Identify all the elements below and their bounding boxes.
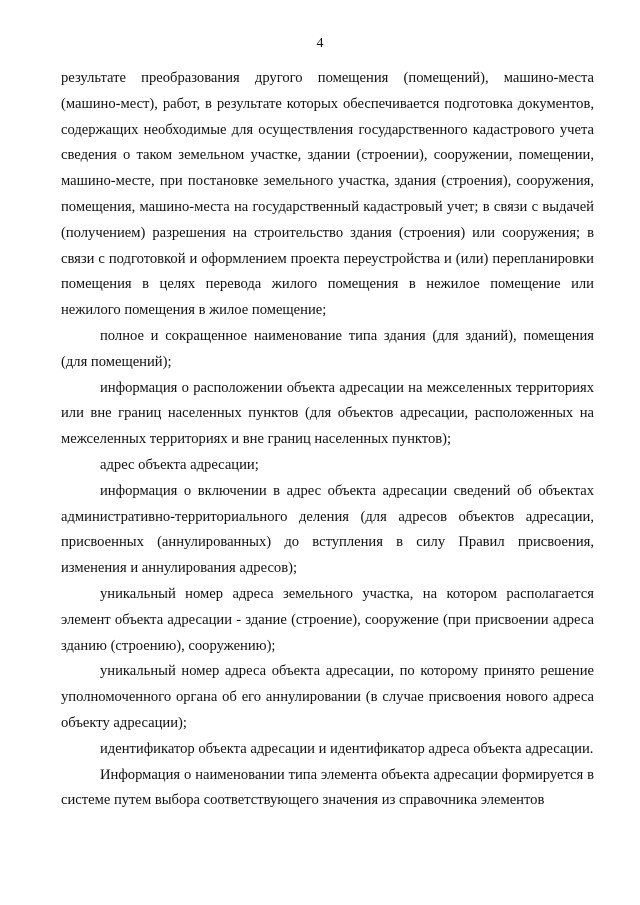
paragraph-annulled-address-number: уникальный номер адреса объекта адресации, по которому принято решение уполномоченного органа об его аннулировании (в случае присвоения нового адреса объекту адресации);	[61, 663, 594, 731]
paragraph-address: адрес объекта адресации;	[100, 456, 259, 473]
document-body	[61, 66, 594, 814]
page-number: 4	[316, 36, 324, 51]
paragraph-element-type-info: Информация о наименовании типа элемента объекта адресации формируется в системе путем выбора соответствующего значения из справочника элементов	[61, 766, 594, 809]
paragraph-location-info: информация о расположении объекта адресации на межселенных территориях или вне границ населенных пунктов (для объектов адресации, расположенных на межселенных территориях и вне границ населенных пунктов);	[61, 379, 594, 448]
paragraph-admin-division: информация о включении в адрес объекта адресации сведений об объектах административно-территориального деления (для адресов объектов адресации, присвоенных (аннулированных) до вступления в силу Правил присвоения, изменения и аннулирования адресов);	[61, 482, 594, 577]
paragraph-building-type: полное и сокращенное наименование типа здания (для зданий), помещения (для помещений);	[61, 327, 594, 370]
paragraph-land-plot-number: уникальный номер адреса земельного участка, на котором располагается элемент объекта адресации - здание (строение), сооружение (при присвоении адреса зданию (строению), сооружению);	[61, 585, 594, 654]
paragraph-continuation: результате преобразования другого помещения (помещений), машино-места (машино-мест), работ, в результате которых обеспечивается подготовка документов, содержащих необходимые для осуществления государственного кадастрового учета сведения о таком земельном участке, здании (строении), сооружении, помещении, машино-месте, при постановке земельного участка, здания (строения), сооружения, помещения, машино-места на государственный кадастровый учет; в связи с выдачей (получением) разрешения на строительство здания (строения) или сооружения; в связи с подготовкой и оформлением проекта переустройства и (или) перепланировки помещения в целях перевода жилого помещения в нежилое помещение или нежилого помещения в жилое помещение;	[61, 70, 594, 319]
paragraph-identifiers: идентификатор объекта адресации и идентификатор адреса объекта адресации.	[100, 740, 594, 757]
